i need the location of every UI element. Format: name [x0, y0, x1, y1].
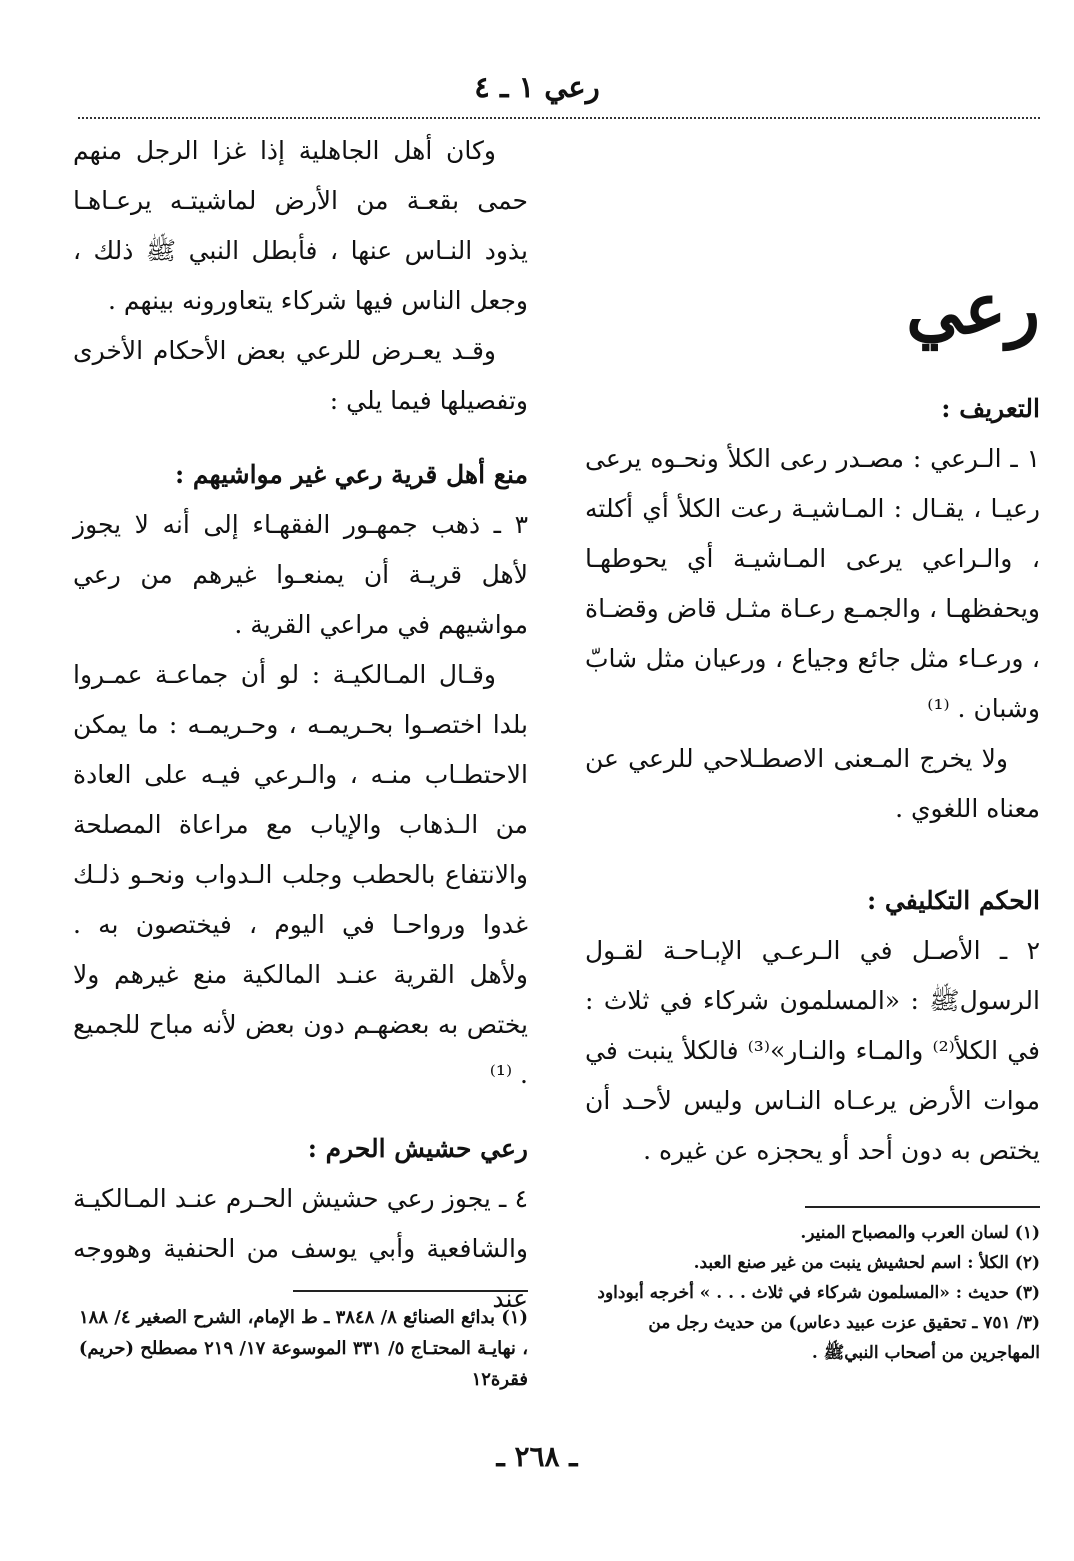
header-dotted-rule	[78, 117, 1040, 119]
running-header: رعي ١ ـ ٤	[474, 70, 600, 104]
ruling-heading: الحكم التكليفي :	[867, 886, 1040, 915]
paragraph-haram-grass: ٤ ـ يجوز رعي حشيش الحـرم عنـد المـالكيـة والشافعية وأبي يوسف من الحنفية وهووجه عند	[73, 1184, 528, 1313]
paragraph-ruling: ٢ ـ الأصـل في الـرعـي الإبـاحـة لقـول الرسولﷺ : «المسلمون شركاء في ثلاث : في الكلأ⁽²⁾ والمـاء والنـار»⁽³⁾ فالكلأ ينبت في موات الأرض يرعـاه النـاس وليس لأحـد أن يختص به دون أحد أو يحجزه عن غيره .	[585, 936, 1040, 1165]
footnote-item: (١) بدائع الصنائع ٨/ ٣٨٤٨ ـ ط الإمام، الشرح الصغير ٤/ ١٨٨ ، نهايـة المحتـاج ٥/ ٣٣١ الموسوعة ١٧/ ٢١٩ مصطلح (حريم) فقرة١٢	[78, 1307, 528, 1390]
definition-heading: التعريف :	[941, 394, 1040, 423]
paragraph-majority-view: ٣ ـ ذهب جمهـور الفقهـاء إلى أنه لا يجوز لأهل قريـة أن يمنعـوا غيرهم من رعي مواشيهم في مراعي القرية .	[73, 510, 528, 639]
paragraph-technical-meaning: ولا يخرج المـعنى الاصطـلاحي للرعي عن معناه اللغوي .	[585, 744, 1040, 823]
footnote-rule-right	[805, 1206, 1040, 1208]
right-column	[585, 126, 1040, 1176]
heading-haram-grass: رعي حشيش الحرم :	[307, 1134, 528, 1163]
footnote-item: (٣) حديث : «المسلمون شركاء في ثلاث . . . » أخرجه أبوداود (٣/ ٧٥١ ـ تحقيق عزت عبيد دعاس) من حديث رجل من المهاجرين من أصحاب النبيﷺ .	[597, 1283, 1040, 1363]
paragraph-maliki-view: وقـال المـالكيـة : لو أن جماعـة عمـروا بلدا اختصـوا بحـريمـه ، وحـريمـه : ما يمكن الاحتطـاب منـه ، والـرعي فيـه على العادة من الـذهاب والإياب مع مراعاة المصلحة والانتفاع بالحطب وجلب الـدواب ونحـو ذلـك غدوا ورواحـا في اليوم ، فيختصون به . ولأهل القرية عنـد المالكية منع غيرهم ولا يختص به بعضهـم دون بعض لأنه مباح للجميع . ⁽¹⁾	[73, 660, 528, 1089]
left-column	[73, 126, 528, 1324]
page-number: ـ ٢٦٨ ـ	[496, 1440, 578, 1473]
heading-village-grazing: منع أهل قرية رعي غير مواشيهم :	[174, 460, 528, 489]
footnotes-left	[73, 1290, 528, 1395]
paragraph-other-rulings: وقـد يعـرض للرعي بعض الأحكام الأخرى وتفصيلها فيما يلي :	[73, 336, 528, 415]
footnote-item: (١) لسان العرب والمصباح المنير.	[800, 1223, 1040, 1243]
footnotes-right	[585, 1206, 1040, 1368]
article-title: رعي	[906, 267, 1040, 350]
paragraph-definition: ١ ـ الـرعي : مصـدر رعى الكلأ ونحـوه يرعى رعيـا ، يقـال : المـاشيـة رعت الكلأ أي أكلته ، والـراعي يرعى المـاشيـة أي يحوطهـا ويحفظهـا ، والجمـع رعـاة مثـل قاض وقضـاة ، ورعـاء مثل جائع وجياع ، ورعيان مثل شابّ وشبان . ⁽¹⁾	[585, 444, 1040, 723]
paragraph-jahiliyya: وكان أهل الجاهلية إذا غزا الرجل منهم حمى بقعـة من الأرض لماشيتـه يرعـاهـا يذود النـاس عنها ، فأبطل النبي ﷺ ذلك ، وجعل الناس فيها شركاء يتعاورونه بينهم .	[73, 136, 528, 315]
footnote-item: (٢) الكلأ : اسم لحشيش ينبت من غير صنع العبد.	[693, 1253, 1040, 1273]
footnote-rule-left	[293, 1290, 528, 1292]
